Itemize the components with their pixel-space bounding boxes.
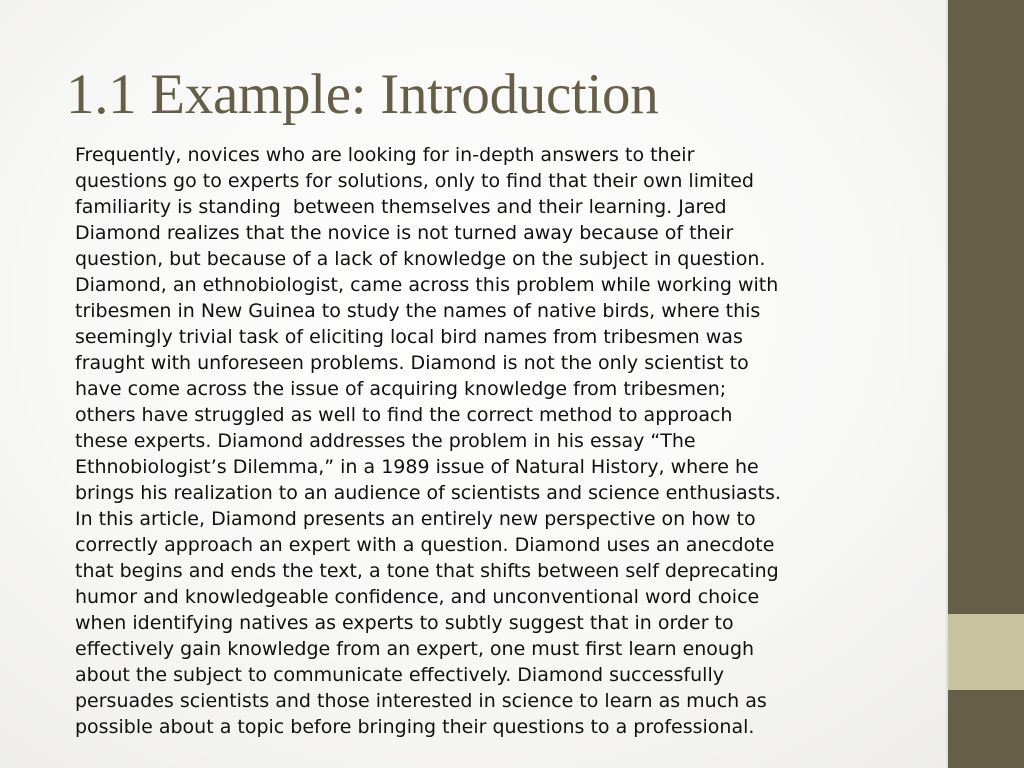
body-line: fraught with unforeseen problems. Diamond is not the only scientist to [75,352,749,374]
body-line: questions go to experts for solutions, only to find that their own limited [75,170,754,192]
body-line: others have struggled as well to find the correct method to approach [75,404,733,426]
body-line: persuades scientists and those interested in science to learn as much as [75,690,767,712]
body-line: these experts. Diamond addresses the problem in his essay “The [75,430,696,452]
body-line: seemingly trivial task of eliciting local bird names from tribesmen was [75,326,743,348]
body-line: that begins and ends the text, a tone that shifts between self deprecating [75,560,779,582]
body-line: effectively gain knowledge from an expert, one must first learn enough [75,638,755,660]
slide-title: 1.1 Example: Introduction [66,63,659,126]
body-line: Ethnobiologist’s Dilemma,” in a 1989 issue of Natural History, where he [75,456,759,478]
body-line: question, but because of a lack of knowledge on the subject in question. [75,248,766,270]
body-line: correctly approach an expert with a question. Diamond uses an anecdote [75,534,775,556]
body-line: In this article, Diamond presents an entirely new perspective on how to [75,508,756,530]
body-line: when identifying natives as experts to subtly suggest that in order to [75,612,734,634]
body-line: brings his realization to an audience of scientists and science enthusiasts. [75,482,781,504]
slide-body-text [75,142,937,740]
body-line: about the subject to communicate effectively. Diamond successfully [75,664,724,686]
body-line: have come across the issue of acquiring knowledge from tribesmen; [75,378,727,400]
body-line: Diamond realizes that the novice is not turned away because of their [75,222,734,244]
body-line: humor and knowledgeable confidence, and unconventional word choice [75,586,760,608]
body-line: familiarity is standing between themselves and their learning. Jared [75,196,727,218]
decorative-sidebar-accent [948,614,1024,690]
body-line: possible about a topic before bringing their questions to a professional. [75,716,755,738]
body-line: Frequently, novices who are looking for in-depth answers to their [75,144,695,166]
body-line: tribesmen in New Guinea to study the names of native birds, where this [75,300,761,322]
body-line: Diamond, an ethnobiologist, came across this problem while working with [75,274,779,296]
